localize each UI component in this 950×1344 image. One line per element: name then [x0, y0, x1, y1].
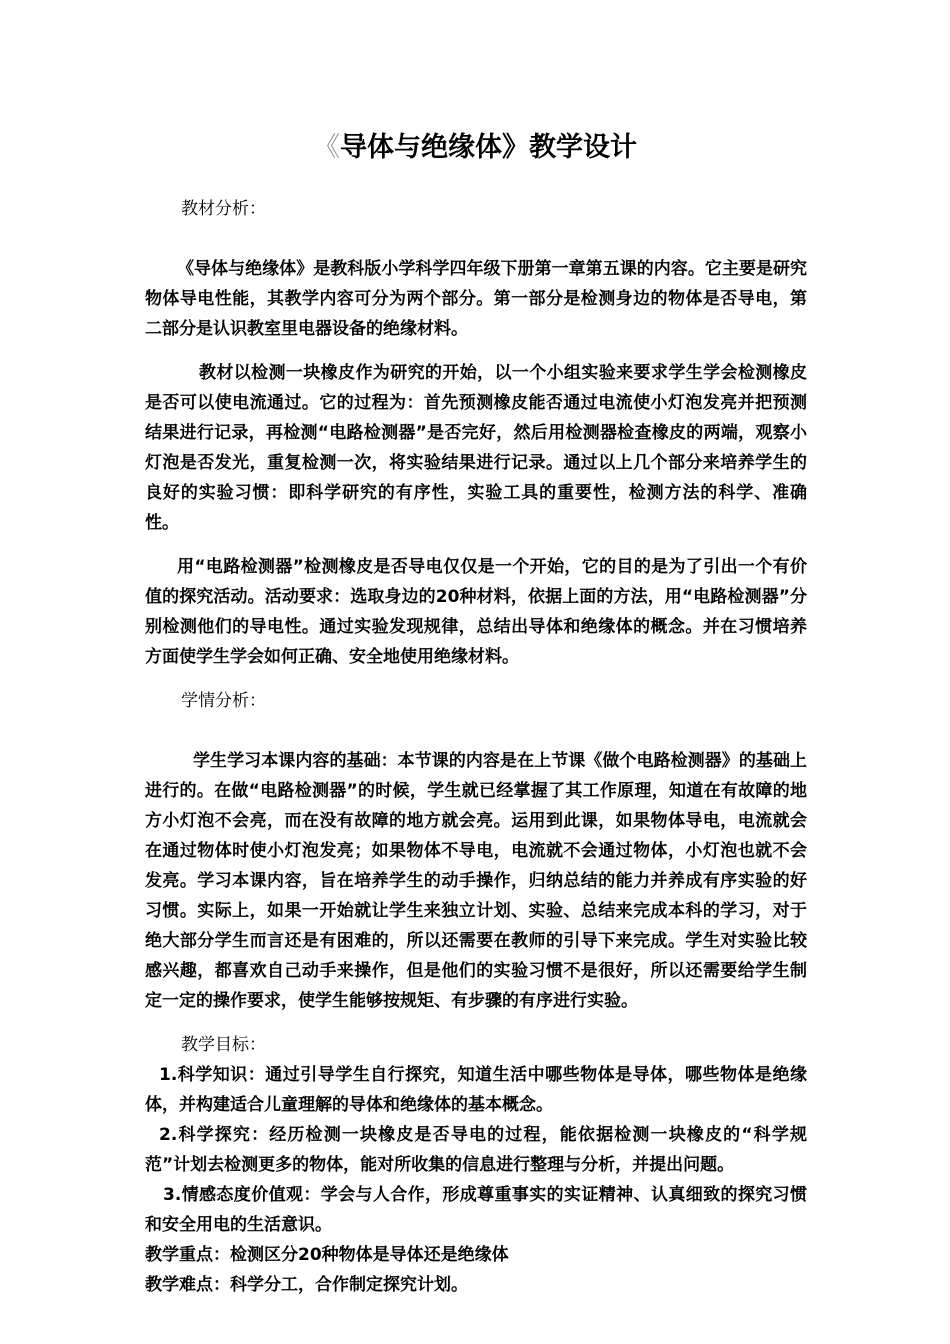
- section-heading-student: 学情分析：: [181, 691, 266, 711]
- section-heading-material: 教材分析：: [181, 199, 266, 219]
- section-heading-goals: 教学目标：: [181, 1035, 266, 1055]
- title-open-bracket: 《: [313, 132, 340, 163]
- document-body: [145, 194, 807, 1300]
- paragraph-student-1: 学生学习本课内容的基础：本节课的内容是在上节课《做个电路检测器》的基础上进行的。在做“电路检测器”的时候，学生就已经掌握了其工作原理，知道在有故障的地方小灯泡不会亮，而在没有故障的地方就会亮。运用到此课，如果物体导电，电流就会在通过物体时使小灯泡发亮；如果物体不导电，电流就不会通过物体，小灯泡也就不会发亮。学习本课内容，旨在培养学生的动手操作，归纳总结的能力并养成有序实验的好习惯。实际上，如果一开始就让学生来独立计划、实验、总结来完成本科的学习，对于绝大部分学生而言还是有困难的，所以还需要在教师的引导下来完成。学生对实验比较感兴趣，都喜欢自己动手来操作，但是他们的实验习惯不是很好，所以还需要给学生制定一定的操作要求，使学生能够按规矩、有步骤的有序进行实验。: [145, 751, 807, 1011]
- document-title: [0, 128, 950, 168]
- key-point-line: 教学重点：检测区分20种物体是导体还是绝缘体: [145, 1245, 509, 1265]
- goal-item-1: 1.科学知识：通过引导学生自行探究，知道生活中哪些物体是导体，哪些物体是绝缘体，并构建适合儿童理解的导体和绝缘体的基本概念。: [145, 1065, 807, 1115]
- paragraph-material-1: 《导体与绝缘体》是教科版小学科学四年级下册第一章第五课的内容。它主要是研究物体导电性能，其教学内容可分为两个部分。第一部分是检测身边的物体是否导电，第二部分是认识教室里电器设备的绝缘材料。: [145, 259, 807, 339]
- goal-item-2: 2.科学探究：经历检测一块橡皮是否导电的过程，能依据检测一块橡皮的“科学规范”计划去检测更多的物体，能对所收集的信息进行整理与分析，并提出问题。: [145, 1125, 807, 1175]
- title-text: 导体与绝缘体》教学设计: [340, 132, 637, 163]
- goal-item-3: 3.情感态度价值观：学会与人合作，形成尊重事实的实证精神、认真细致的探究习惯和安全用电的生活意识。: [145, 1185, 807, 1235]
- paragraph-material-3: 用“电路检测器”检测橡皮是否导电仅仅是一个开始，它的目的是为了引出一个有价值的探究活动。活动要求：选取身边的20种材料，依据上面的方法，用“电路检测器”分别检测他们的导电性。通过实验发现规律，总结出导体和绝缘体的概念。并在习惯培养方面使学生学会如何正确、安全地使用绝缘材料。: [145, 557, 807, 667]
- difficulty-line: 教学难点：科学分工，合作制定探究计划。: [145, 1275, 468, 1295]
- paragraph-material-2: 教材以检测一块橡皮作为研究的开始，以一个小组实验来要求学生学会检测橡皮是否可以使电流通过。它的过程为：首先预测橡皮能否通过电流使小灯泡发亮并把预测结果进行记录，再检测“电路检测器”是否完好，然后用检测器检查橡皮的两端，观察小灯泡是否发光，重复检测一次，将实验结果进行记录。通过以上几个部分来培养学生的良好的实验习惯：即科学研究的有序性，实验工具的重要性，检测方法的科学、准确性。: [145, 363, 807, 533]
